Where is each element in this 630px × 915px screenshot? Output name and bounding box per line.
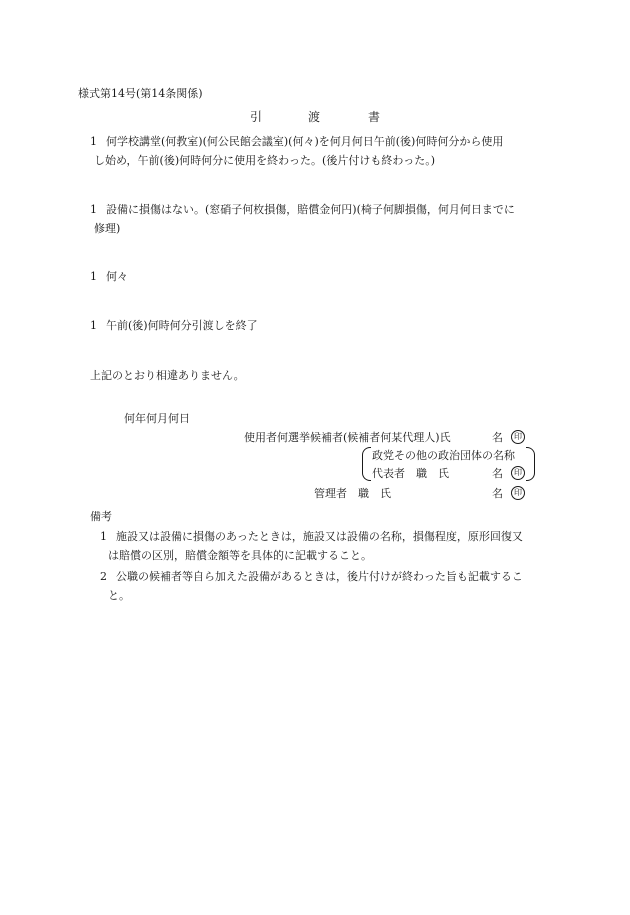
user-signature-label: 使用者何選挙候補者(候補者何某代理人)氏 — [244, 431, 451, 444]
user-name-char: 名 — [492, 431, 503, 444]
item-1-line-1: 何学校講堂(何教室)(何公民館会議室)(何々)を何月何日午前(後)何時何分から使用 — [106, 135, 504, 148]
manager-label: 管理者 職 氏 — [314, 487, 391, 500]
remark-1-line-2: は賠償の区別，賠償金額等を具体的に記載すること。 — [108, 549, 372, 562]
remark-2-line-2: と。 — [108, 589, 130, 602]
item-4-number: 1 — [90, 319, 97, 332]
party-bracket-right-icon — [526, 447, 535, 481]
item-3-line-1: 何々 — [106, 270, 128, 283]
item-2-line-1: 設備に損傷はない。(窓硝子何枚損傷，賠償金何円)(椅子何脚損傷，何月何日までに — [106, 203, 515, 216]
party-bracket-left-icon — [362, 447, 371, 481]
title-char-1: 引 — [250, 110, 263, 124]
representative-seal-icon: 印 — [511, 466, 525, 480]
representative-name-char: 名 — [492, 467, 503, 480]
item-1-line-2: し始め，午前(後)何時何分に使用を終わった。(後片付けも終わった。) — [94, 154, 436, 167]
representative-label: 代表者 職 氏 — [372, 467, 449, 480]
item-2-line-2: 修理) — [94, 222, 121, 235]
title-char-2: 渡 — [308, 110, 321, 124]
manager-seal-icon: 印 — [511, 486, 525, 500]
remark-2-line-1: 公職の候補者等自ら加えた設備があるときは，後片付けが終わった旨も記載するこ — [116, 570, 523, 583]
item-4-line-1: 午前(後)何時何分引渡しを終了 — [106, 319, 258, 332]
remark-2-number: 2 — [100, 570, 107, 583]
item-3-number: 1 — [90, 270, 97, 283]
document-date: 何年何月何日 — [124, 412, 190, 425]
confirmation-text: 上記のとおり相違ありません。 — [90, 369, 245, 382]
item-2-number: 1 — [90, 203, 97, 216]
remark-1-number: 1 — [100, 530, 107, 543]
remarks-heading: 備考 — [90, 510, 112, 523]
form-number: 様式第14号(第14条関係) — [78, 87, 203, 100]
item-1-number: 1 — [90, 135, 97, 148]
remark-1-line-1: 施設又は設備に損傷のあったときは，施設又は設備の名称，損傷程度，原形回復又 — [116, 530, 523, 543]
title-char-3: 書 — [368, 110, 381, 124]
manager-name-char: 名 — [492, 487, 503, 500]
party-name-label: 政党その他の政治団体の名称 — [372, 449, 515, 462]
user-seal-icon: 印 — [511, 430, 525, 444]
